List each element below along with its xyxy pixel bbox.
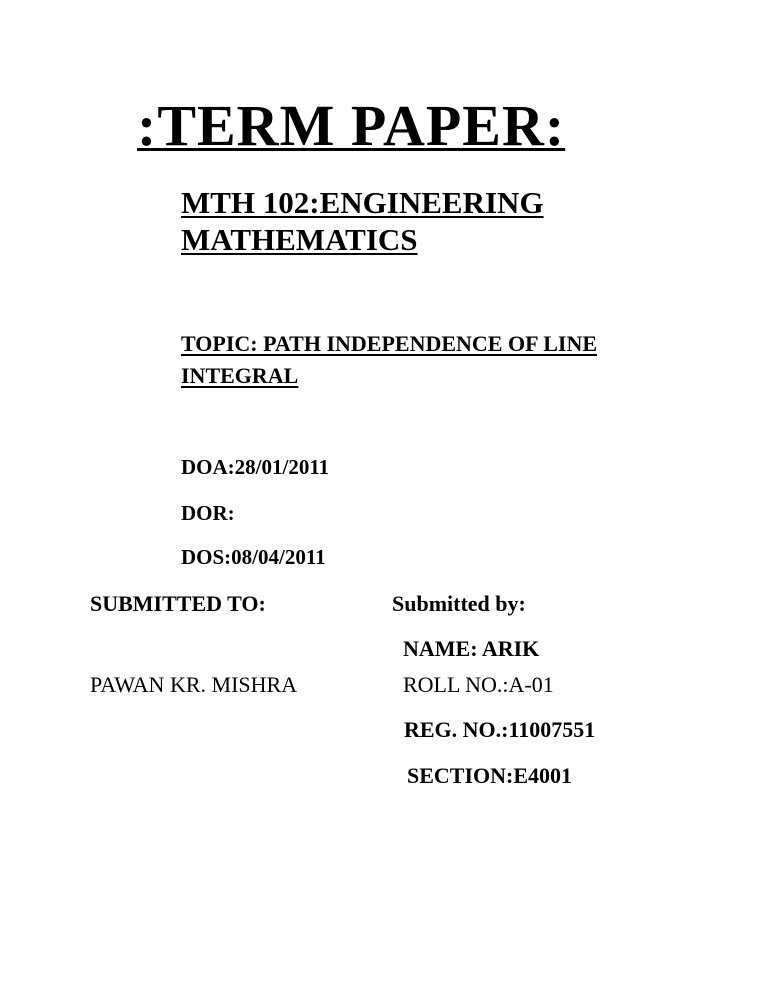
date-of-submission: DOS:08/04/2011 [181, 545, 326, 569]
date-of-reporting: DOR: [181, 501, 235, 525]
page-title: :TERM PAPER: [137, 93, 566, 158]
registration-number: REG. NO.:11007551 [404, 717, 596, 742]
roll-number: ROLL NO.:A-01 [403, 672, 554, 697]
topic-heading [181, 328, 597, 392]
teacher-name: PAWAN KR. MISHRA [90, 672, 298, 697]
topic-line-2: INTEGRAL [181, 363, 299, 388]
course-title-line-2: MATHEMATICS [181, 222, 418, 257]
submitted-to-label: SUBMITTED TO: [90, 591, 266, 616]
section-code: SECTION:E4001 [407, 763, 573, 788]
course-title [181, 184, 544, 258]
date-of-allotment: DOA:28/01/2011 [181, 455, 330, 479]
student-name: NAME: ARIK [403, 636, 540, 661]
topic-line-1: TOPIC: PATH INDEPENDENCE OF LINE [181, 331, 598, 356]
course-title-line-1: MTH 102:ENGINEERING [181, 185, 544, 220]
submitted-by-label: Submitted by: [392, 591, 526, 616]
